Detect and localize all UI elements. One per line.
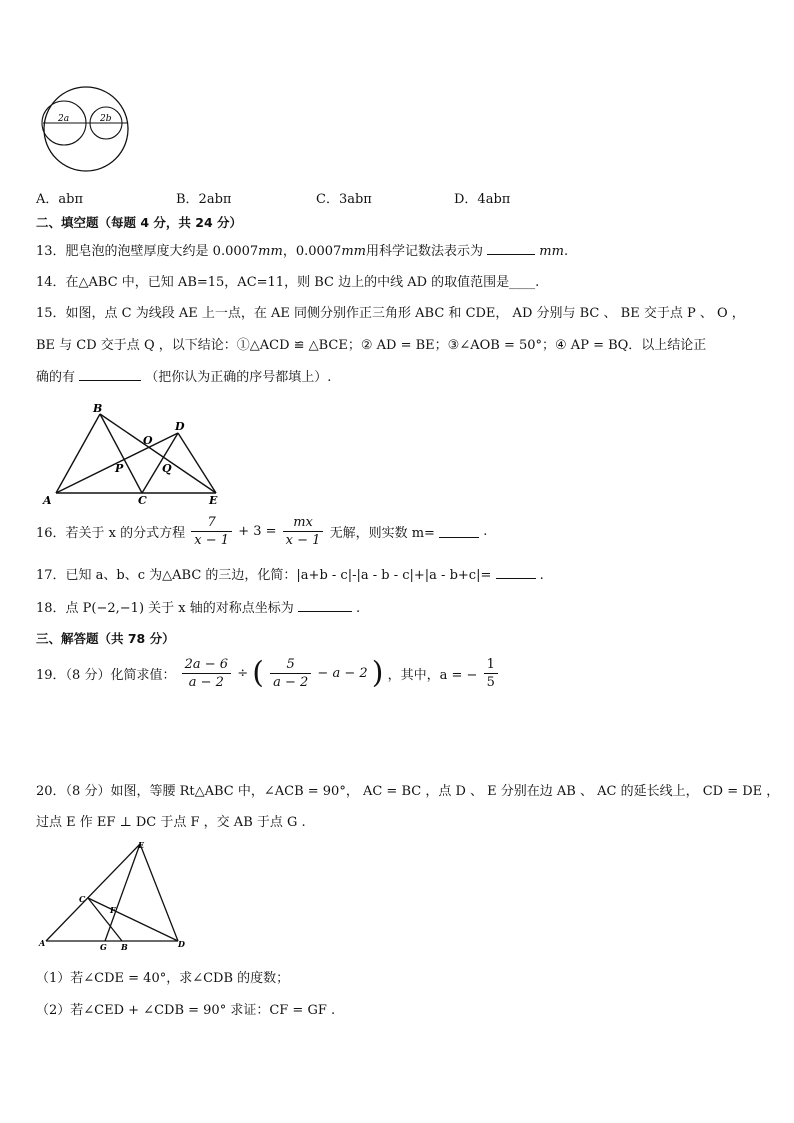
label-d: D xyxy=(178,939,185,949)
figure-20 xyxy=(36,838,196,954)
label-2b: 2b xyxy=(100,114,112,124)
question-17: 17．已知 a、b、c 为△ABC 的三边，化简：|a+b - c|-|a - b - c|+|a - b+c|= . xyxy=(36,568,544,583)
fraction: $\frac{1}{5}$ xyxy=(484,656,498,691)
fraction: $\frac{2a - 6}{a - 2}$ xyxy=(182,656,231,691)
label-a: A xyxy=(43,494,52,507)
fraction: $\frac{5}{a - 2}$ xyxy=(270,656,311,691)
question-20-sub1: （1）若∠CDE = 40°，求∠CDB 的度数； xyxy=(36,971,290,986)
option-c: C．3abπ xyxy=(316,192,372,207)
label-e: E xyxy=(209,494,218,507)
answer-blank xyxy=(298,599,352,612)
question-13: 13．肥皂泡的泡壁厚度大约是 0.0007mm，0.0007mm用科学记数法表示为 mm. xyxy=(36,244,569,259)
fraction: $\frac{7}{x - 1}$ xyxy=(191,514,232,549)
question-19: 19．（8 分）化简求值： $\frac{2a - 6}{a - 2}$ ÷ ( $\frac{5}{a - 2}$ − a − 2 ) ，其中，a = − $\frac{1}{5}$ xyxy=(36,656,500,691)
question-16: 16．若关于 x 的分式方程 $\frac{7}{x - 1}$ + 3 = $\frac{mx}{x - 1}$ 无解，则实数 m= . xyxy=(36,515,488,548)
question-15-line1: 15．如图，点 C 为线段 AE 上一点，在 AE 同侧分别作正三角形 ABC 和 CDE， AD 分别与 BC 、 BE 交于点 P 、 O ， xyxy=(36,306,745,321)
answer-blank xyxy=(79,368,141,381)
question-20-line1: 20．（8 分）如图，等腰 Rt△ABC 中，∠ACB = 90°， AC = BC ，点 D 、 E 分别在边 AB 、 AC 的延长线上， CD = DE ， xyxy=(36,784,780,799)
option-a: A．abπ xyxy=(36,192,84,207)
question-18: 18．点 P(−2,−1) 关于 x 轴的对称点坐标为 . xyxy=(36,601,361,616)
figure-circles xyxy=(36,86,136,176)
label-2a: 2a xyxy=(58,114,70,124)
answer-blank xyxy=(496,566,536,579)
label-c: C xyxy=(138,494,147,507)
label-p: P xyxy=(115,462,124,475)
label-o: O xyxy=(143,434,153,447)
label-b: B xyxy=(93,402,103,415)
right-paren: ) xyxy=(371,655,384,691)
label-g: G xyxy=(100,942,107,952)
option-d: D．4abπ xyxy=(454,192,511,207)
section-title-solve: 三、解答题（共 78 分） xyxy=(36,631,175,646)
question-15-line2: BE 与 CD 交于点 Q ，以下结论：①△ACD ≌ △BCE；② AD = BE；③∠AOB = 50°；④ AP = BQ．以上结论正 xyxy=(36,338,707,353)
answer-blank xyxy=(439,525,479,538)
fraction: $\frac{mx}{x - 1}$ xyxy=(283,514,324,549)
left-paren: ( xyxy=(252,655,264,691)
label-q: Q xyxy=(162,462,172,475)
question-20-line2: 过点 E 作 EF ⊥ DC 于点 F ，交 AB 于点 G . xyxy=(36,815,306,830)
answer-blank xyxy=(487,242,535,255)
label-d: D xyxy=(175,420,185,433)
figure-15 xyxy=(40,400,230,508)
label-e: E xyxy=(138,840,145,850)
label-f: F xyxy=(110,905,116,915)
section-title-fill: 二、填空题（每题 4 分，共 24 分） xyxy=(36,215,243,230)
option-b: B．2abπ xyxy=(176,192,232,207)
question-14: 14．在△ABC 中，已知 AB=15，AC=11，则 BC 边上的中线 AD 的取值范围是____. xyxy=(36,275,540,290)
label-b: B xyxy=(121,942,128,952)
question-15-line3: 确的有 （把你认为正确的序号都填上）. xyxy=(36,370,332,385)
label-c: C xyxy=(79,894,86,904)
label-a: A xyxy=(39,938,46,948)
question-20-sub2: （2）若∠CED + ∠CDB = 90° 求证：CF = GF . xyxy=(36,1003,336,1018)
